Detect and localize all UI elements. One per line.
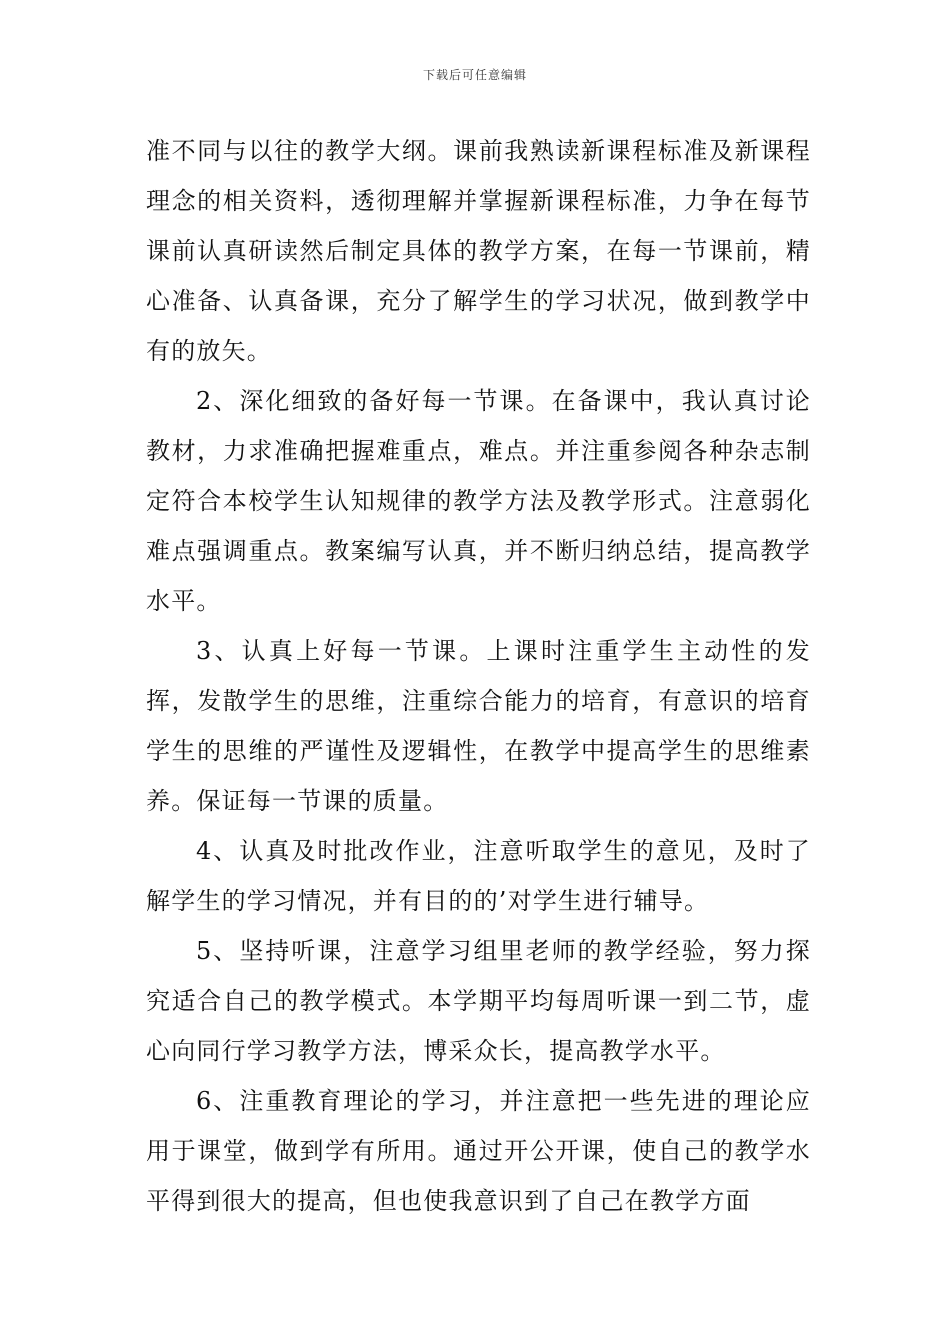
paragraph-item-5: 5、坚持听课，注意学习组里老师的教学经验，努力探究适合自己的教学模式。本学期平均每周听课一到二节，虚心向同行学习教学方法，博采众长，提高教学水平。	[146, 937, 811, 1065]
paragraph-item-4: 4、认真及时批改作业，注意听取学生的意见，及时了解学生的学习情况，并有目的的’对学生进行辅导。	[146, 837, 811, 915]
document-body	[146, 126, 811, 1226]
page-header-note: 下载后可任意编辑	[422, 68, 527, 82]
paragraph-item-2: 2、深化细致的备好每一节课。在备课中，我认真讨论教材，力求准确把握难重点，难点。并注重参阅各种杂志制定符合本校学生认知规律的教学方法及教学形式。注意弱化难点强调重点。教案编写认真，并不断归纳总结，提高教学水平。	[146, 387, 811, 615]
paragraph-continuation: 准不同与以往的教学大纲。课前我熟读新课程标准及新课程理念的相关资料，透彻理解并掌握新课程标准，力争在每节课前认真研读然后制定具体的教学方案，在每一节课前，精心准备、认真备课，充分了解学生的学习状况，做到教学中有的放矢。	[146, 137, 811, 365]
paragraph-item-6: 6、注重教育理论的学习，并注意把一些先进的理论应用于课堂，做到学有所用。通过开公开课，使自己的教学水平得到很大的提高，但也使我意识到了自己在教学方面	[146, 1087, 811, 1215]
paragraph-item-3: 3、认真上好每一节课。上课时注重学生主动性的发挥，发散学生的思维，注重综合能力的培育，有意识的培育学生的思维的严谨性及逻辑性，在教学中提高学生的思维素养。保证每一节课的质量。	[146, 637, 811, 815]
